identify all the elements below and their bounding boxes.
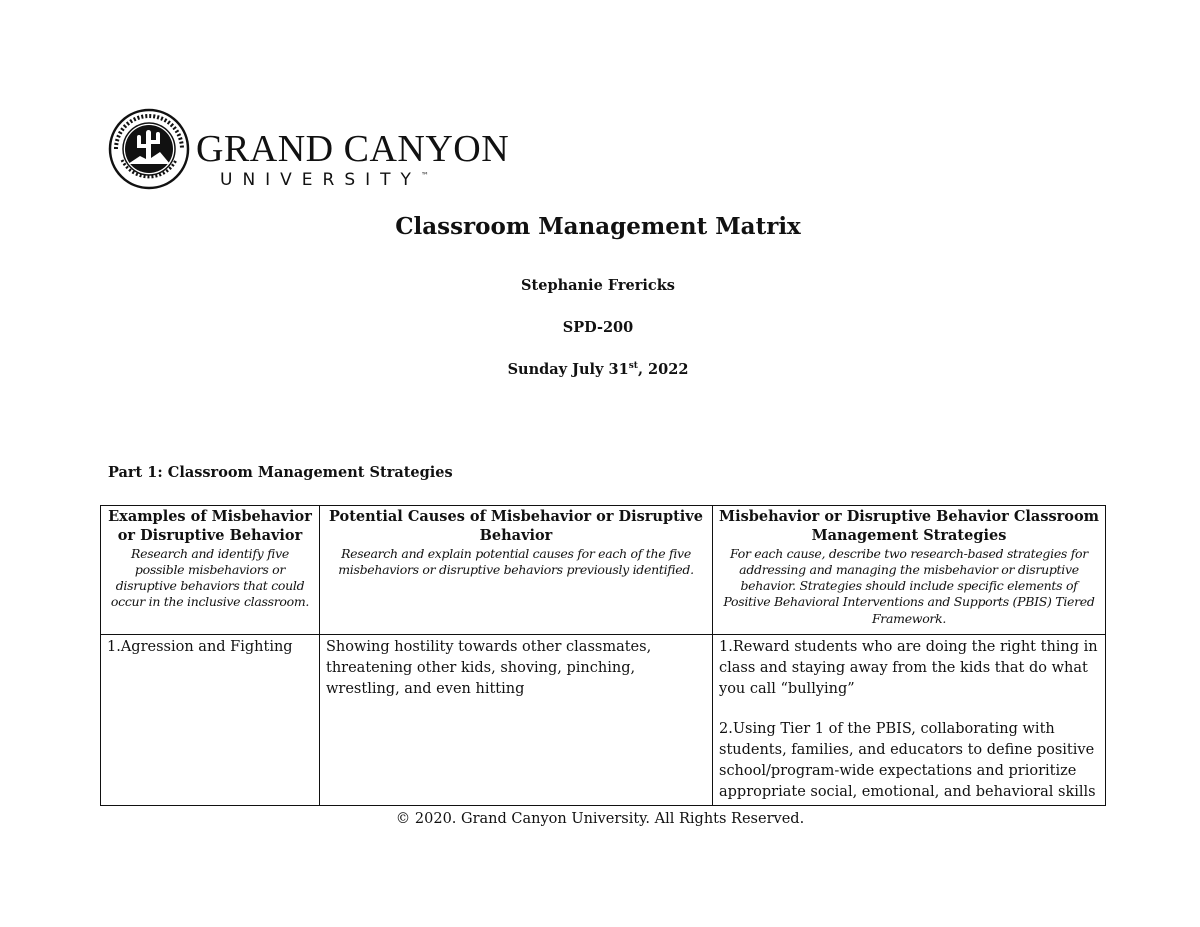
course-code: SPD-200 [562, 319, 634, 336]
header-behavior-description: Research and identify five possible misbehaviors or disruptive behaviors that could occur in the inclusive classroom. [110, 545, 310, 610]
header-causes-description: Research and explain potential causes for each of the five misbehaviors or disruptive behaviors previously identified. [338, 545, 694, 577]
causes-cell: Showing hostility towards other classmates, threatening other kids, shoving, pinching, wrestling, and even hitting [320, 635, 713, 806]
strategy-item: 2.Using Tier 1 of the PBIS, collaborating with students, families, and educators to define positive school/program-wide expectations and prioritize appropriate social, emotional, and behavioral skills [719, 721, 1096, 801]
header-behavior [101, 506, 320, 635]
header-causes [320, 506, 713, 635]
behavior-cell: 1.Agression and Fighting [101, 635, 320, 806]
header-causes-title: Potential Causes of Misbehavior or Disruptive Behavior [329, 508, 703, 544]
header-strategies-title: Misbehavior or Disruptive Behavior Classroom Management Strategies [719, 508, 1099, 544]
table-header-row [101, 506, 1106, 635]
logo-subtitle: UNIVERSITY™ [220, 170, 429, 190]
logo-wordmark: GRAND CANYON [196, 128, 510, 170]
author-name: Stephanie Frericks [521, 277, 675, 294]
university-seal-icon [108, 108, 190, 190]
copyright-footer: © 2020. Grand Canyon University. All Rights Reserved. [395, 811, 805, 827]
document-title: Classroom Management Matrix [395, 213, 801, 240]
header-behavior-title: Examples of Misbehavior or Disruptive Behavior [108, 508, 312, 544]
university-logo [108, 108, 510, 198]
strategies-cell [713, 635, 1106, 806]
table-row [101, 635, 1106, 806]
strategy-item: 1.Reward students who are doing the right thing in class and staying away from the kids that do what you call “bullying” [719, 639, 1098, 698]
header-strategies-description: For each cause, describe two research-based strategies for addressing and managing the misbehavior or disruptive behavior. Strategies should include specific elements of Positive Behavioral Interventions and Supports (PBIS) Tiered Framework. [723, 545, 1095, 626]
document-date: Sunday July 31st, 2022 [507, 361, 689, 378]
part-heading: Part 1: Classroom Management Strategies [108, 464, 453, 481]
classroom-management-matrix [100, 505, 1106, 806]
header-strategies [713, 506, 1106, 635]
